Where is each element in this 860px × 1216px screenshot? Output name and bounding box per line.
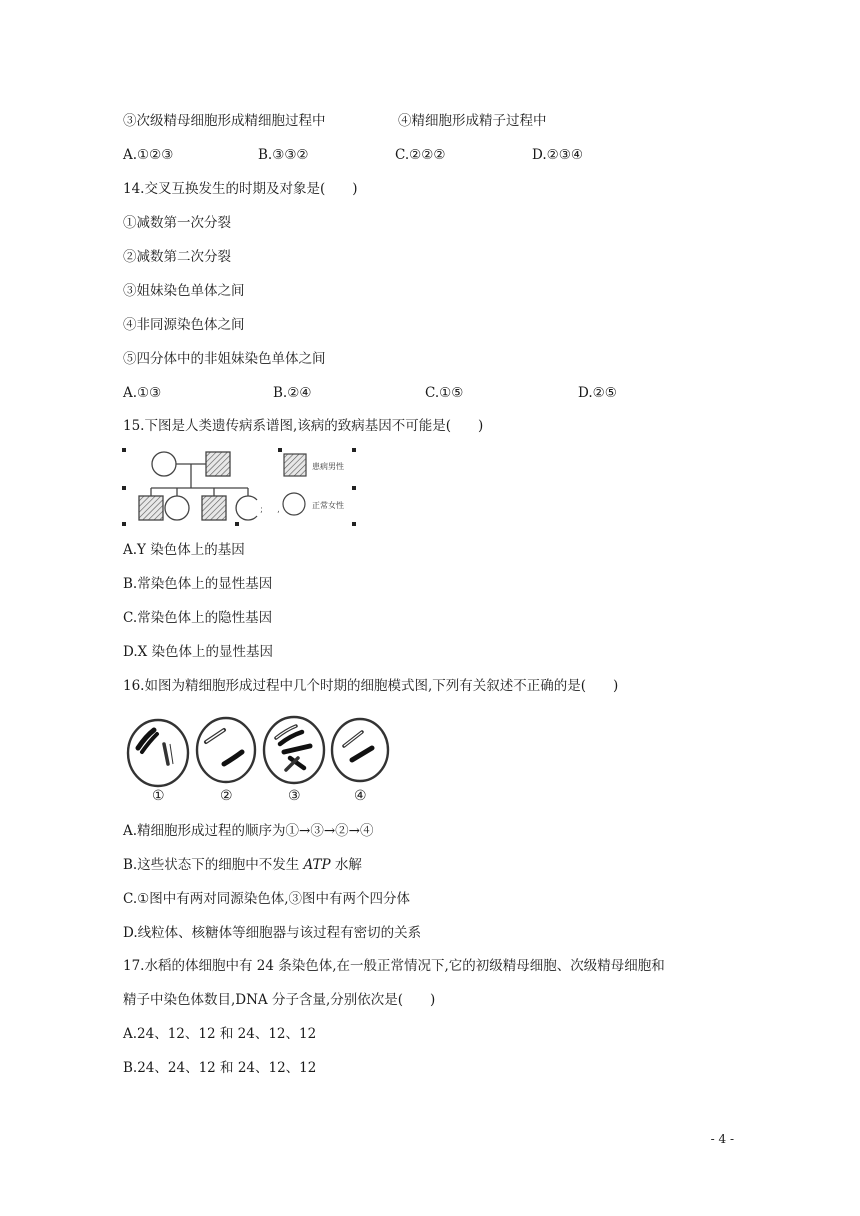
cell-1 xyxy=(128,720,188,786)
q14-option-a: A.①③ xyxy=(123,385,162,401)
q16-option-c: C.①图中有两对同源染色体,③图中有两个四分体 xyxy=(123,891,411,907)
svg-text:,: , xyxy=(277,505,280,515)
legend-normal-female-label: 正常女性 xyxy=(312,501,344,510)
pedigree-son-1 xyxy=(139,496,163,520)
legend-normal-female-symbol xyxy=(283,493,305,515)
pedigree-father xyxy=(206,452,230,476)
pedigree-figure xyxy=(120,446,360,528)
pedigree-daughter-2 xyxy=(236,496,257,520)
q13-option-b: B.③③② xyxy=(258,147,309,163)
cell-label-4: ④ xyxy=(354,788,367,804)
q16-option-b-atp: ATP xyxy=(303,857,331,873)
cell-label-3: ③ xyxy=(288,788,301,804)
q17-stem-line-1: 17.水稻的体细胞中有 24 条染色体,在一般正常情况下,它的初级精母细胞、次级精母细胞和 xyxy=(123,958,665,974)
q14-stem: 14.交叉互换发生的时期及对象是( ) xyxy=(123,181,358,197)
q14-option-d: D.②⑤ xyxy=(578,385,617,401)
q13-option-d: D.②③④ xyxy=(532,147,583,163)
pedigree-son-2 xyxy=(202,496,226,520)
legend-affected-male-label: 患病男性 xyxy=(312,462,344,471)
q14-option-b: B.②④ xyxy=(273,385,312,401)
q16-option-b-pre: B.这些状态下的细胞中不发生 xyxy=(123,857,300,873)
q13-item-4: ④精细胞形成精子过程中 xyxy=(398,113,547,129)
q16-option-b-post: 水解 xyxy=(334,857,362,873)
cell-diagram-figure xyxy=(124,708,392,808)
q16-option-a: A.精细胞形成过程的顺序为①→③→②→④ xyxy=(123,823,374,839)
pedigree-daughter-1 xyxy=(165,496,189,520)
q14-item-2: ②减数第二次分裂 xyxy=(123,249,231,265)
cell-3 xyxy=(264,717,324,783)
q14-item-1: ①减数第一次分裂 xyxy=(123,215,231,231)
page-number: - 4 - xyxy=(710,1132,734,1146)
q13-item-3: ③次级精母细胞形成精细胞过程中 xyxy=(123,113,326,129)
cell-label-2: ② xyxy=(220,788,233,804)
q16-stem: 16.如图为精细胞形成过程中几个时期的细胞模式图,下列有关叙述不正确的是( ) xyxy=(123,678,619,694)
q16-option-d: D.线粒体、核糖体等细胞器与该过程有密切的关系 xyxy=(123,925,422,941)
q14-item-4: ④非同源染色体之间 xyxy=(123,317,245,333)
q15-stem: 15.下图是人类遗传病系谱图,该病的致病基因不可能是( ) xyxy=(123,418,484,434)
svg-text:;: ; xyxy=(260,505,264,515)
q15-option-c: C.常染色体上的隐性基因 xyxy=(123,610,273,626)
q15-option-a: A.Y 染色体上的基因 xyxy=(123,542,245,558)
q13-option-a: A.①②③ xyxy=(123,147,174,163)
q15-option-d: D.X 染色体上的显性基因 xyxy=(123,644,274,660)
cell-2 xyxy=(197,718,255,782)
q14-item-5: ⑤四分体中的非姐妹染色单体之间 xyxy=(123,351,326,367)
q17-option-a: A.24、12、12 和 24、12、12 xyxy=(123,1026,317,1042)
q14-item-3: ③姐妹染色单体之间 xyxy=(123,283,245,299)
q17-option-b: B.24、24、12 和 24、12、12 xyxy=(123,1060,317,1076)
legend-affected-male-symbol xyxy=(284,454,306,476)
pedigree-mother xyxy=(152,452,176,476)
cell-4 xyxy=(332,719,388,781)
q15-option-b: B.常染色体上的显性基因 xyxy=(123,576,273,592)
q14-option-c: C.①⑤ xyxy=(425,385,464,401)
q13-option-c: C.②②② xyxy=(395,147,446,163)
q16-option-b xyxy=(123,856,362,874)
cell-label-1: ① xyxy=(152,788,165,804)
q17-stem-line-2: 精子中染色体数目,DNA 分子含量,分别依次是( ) xyxy=(123,992,436,1008)
